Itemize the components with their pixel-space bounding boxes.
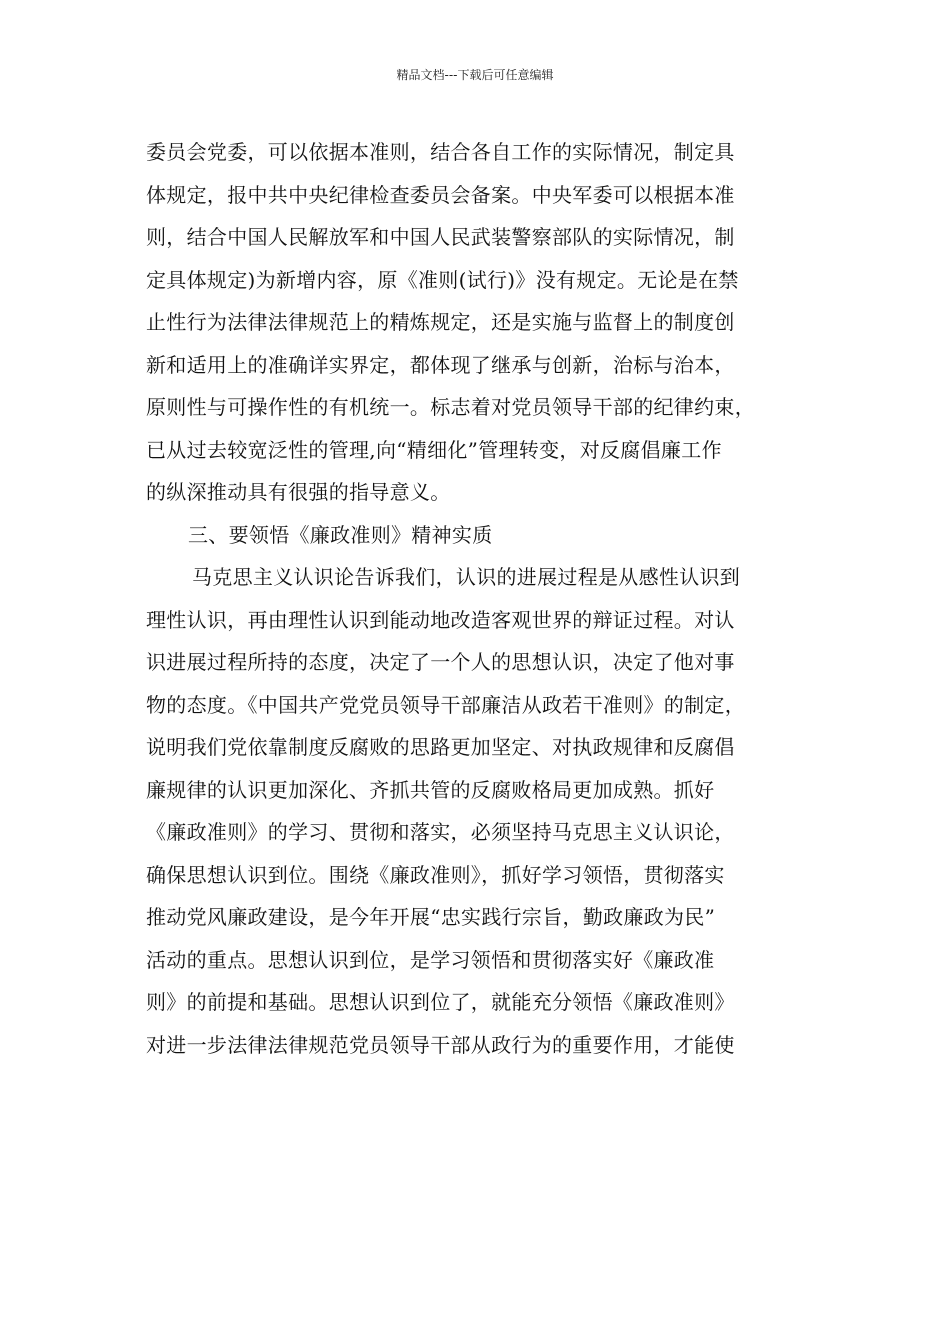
text-line: 物的态度。《中国共产党党员领导干部廉洁从政若干准则》的制定， xyxy=(146,692,745,717)
section-heading: 三、要领悟《廉政准则》精神实质 xyxy=(188,522,493,547)
page-header: 精品文档---下载后可任意编辑 xyxy=(396,68,554,82)
text-line: 马克思主义认识论告诉我们，认识的进展过程是从感性认识到 xyxy=(192,565,741,589)
text-line: 的纵深推动具有很强的指导意义。 xyxy=(146,480,451,504)
text-line: 《廉政准则》的学习、贯彻和落实，必须坚持马克思主义认识论， xyxy=(146,820,735,844)
text-line: 廉规律的认识更加深化、齐抓共管的反腐败格局更加成熟。抓好 xyxy=(146,777,715,802)
text-line: 体规定，报中共中央纪律检查委员会备案。中央军委可以根据本准 xyxy=(146,182,735,207)
text-line: 委员会党委，可以依据本准则，结合各自工作的实际情况，制定具 xyxy=(146,140,735,164)
text-line: 则，结合中国人民解放军和中国人民武装警察部队的实际情况，制 xyxy=(146,225,735,249)
text-line: 确保思想认识到位。围绕《廉政准则》，抓好学习领悟，贯彻落实 xyxy=(146,862,725,887)
text-line: 识进展过程所持的态度，决定了一个人的思想认识，决定了他对事 xyxy=(146,650,735,674)
text-line: 定具体规定)为新增内容，原《准则(试行)》没有规定。无论是在禁 xyxy=(146,267,739,292)
text-line: 新和适用上的准确详实界定，都体现了继承与创新，治标与治本， xyxy=(146,352,735,377)
text-line: 对进一步法律法律规范党员领导干部从政行为的重要作用，才能使 xyxy=(146,1032,735,1057)
text-line: 说明我们党依靠制度反腐败的思路更加坚定、对执政规律和反腐倡 xyxy=(146,735,735,759)
text-line: 原则性与可操作性的有机统一。标志着对党员领导干部的纪律约束， xyxy=(146,395,755,419)
text-line: 则》的前提和基础。思想认识到位了，就能充分领悟《廉政准则》 xyxy=(146,990,735,1014)
text-line: 推动党风廉政建设，是今年开展“忠实践行宗旨，勤政廉政为民” xyxy=(146,905,716,929)
text-line: 理性认识，再由理性认识到能动地改造客观世界的辩证过程。对认 xyxy=(146,607,735,632)
text-line: 活动的重点。思想认识到位，是学习领悟和贯彻落实好《廉政准 xyxy=(146,947,715,972)
document-body xyxy=(146,131,826,1066)
text-line: 止性行为法律法律规范上的精炼规定，还是实施与监督上的制度创 xyxy=(146,310,735,334)
text-line: 已从过去较宽泛性的管理,向“精细化”管理转变，对反腐倡廉工作 xyxy=(146,437,722,462)
